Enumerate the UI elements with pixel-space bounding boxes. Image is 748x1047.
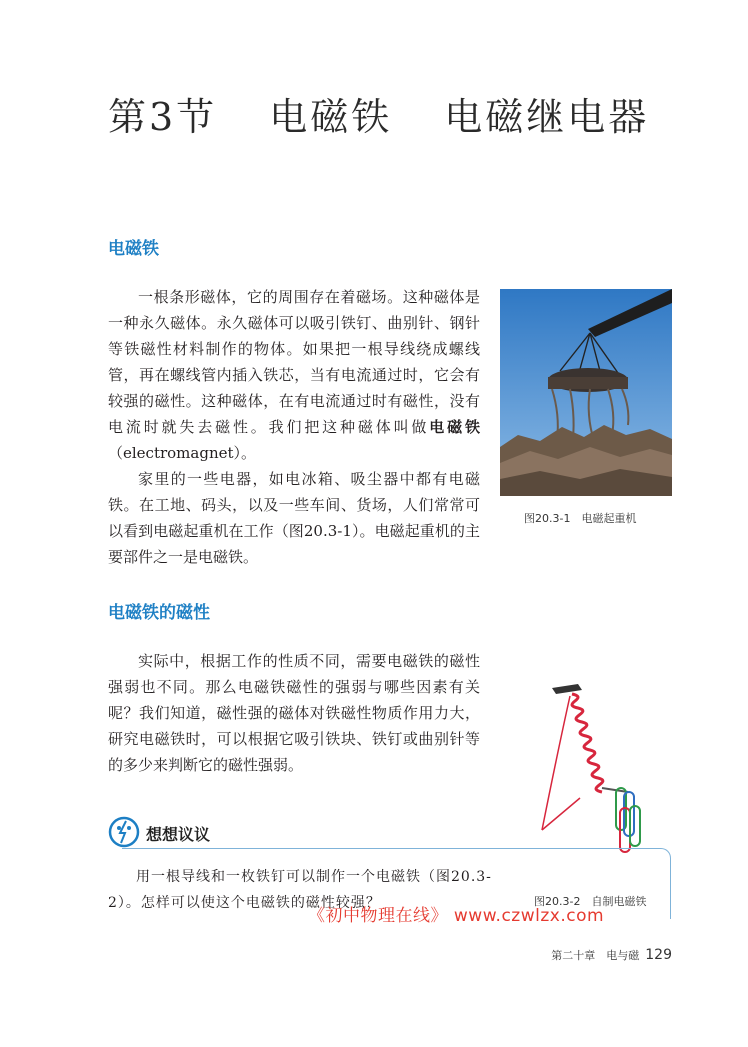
thinking-face-icon [108, 816, 140, 848]
section-heading-electromagnet: 电磁铁 [108, 239, 159, 259]
figure-caption-crane: 图20.3-1 电磁起重机 [524, 512, 637, 525]
page-title [108, 86, 649, 141]
section-number: 第3节 [108, 95, 218, 139]
figure-caption-homemade: 图20.3-2 自制电磁铁 [534, 895, 647, 908]
discussion-question: 用一根导线和一枚铁钉可以制作一个电磁铁（图20.3-2）。怎样可以使这个电磁铁的磁性较强？ [108, 869, 492, 911]
paragraph: 家里的一些电器，如电冰箱、吸尘器中都有电磁铁。在工地、码头，以及一些车间、货场，人们常常可以看到电磁起重机在工作（图20.3-1）。电磁起重机的主要部件之一是电磁铁。 [108, 470, 480, 566]
watermark: 《初中物理在线》 www.czwlzx.com [308, 906, 605, 926]
key-term: 电磁铁 [429, 418, 480, 436]
chapter-label: 第二十章 电与磁 [551, 949, 640, 962]
section-body-magnetism [108, 648, 480, 778]
title-part-electromagnet: 电磁铁 [269, 95, 393, 139]
page-number: 129 [645, 947, 672, 963]
discussion-label: 想想议议 [146, 825, 211, 844]
section-heading-magnetism: 电磁铁的磁性 [108, 603, 210, 623]
paragraph-text: （electromagnet）。 [108, 444, 257, 462]
page-footer [551, 944, 672, 963]
section-body-electromagnet [108, 284, 480, 570]
paragraph: 实际中，根据工作的性质不同，需要电磁铁的磁性强弱也不同。那么电磁铁磁性的强弱与哪些因素有关呢？我们知道，磁性强的磁体对铁磁性物质作用力大，研究电磁铁时，可以根据它吸引铁块、铁钉或曲别针等的多少来判断它的磁性强弱。 [108, 652, 480, 774]
title-part-relay: 电磁继电器 [444, 95, 650, 139]
figure-crane-photo [500, 289, 672, 496]
crane-photo-image [500, 289, 672, 496]
paragraph-text: 一根条形磁体，它的周围存在着磁场。这种磁体是一种永久磁体。永久磁体可以吸引铁钉、曲别针、钢针等铁磁性材料制作的物体。如果把一根导线绕成螺线管，再在螺线管内插入铁芯，当有电流通过时，它会有较强的磁性。这种磁体，在有电流通过时有磁性，没有电流时就失去磁性。我们把这种磁体叫做 [108, 288, 480, 436]
paragraph [108, 284, 480, 466]
